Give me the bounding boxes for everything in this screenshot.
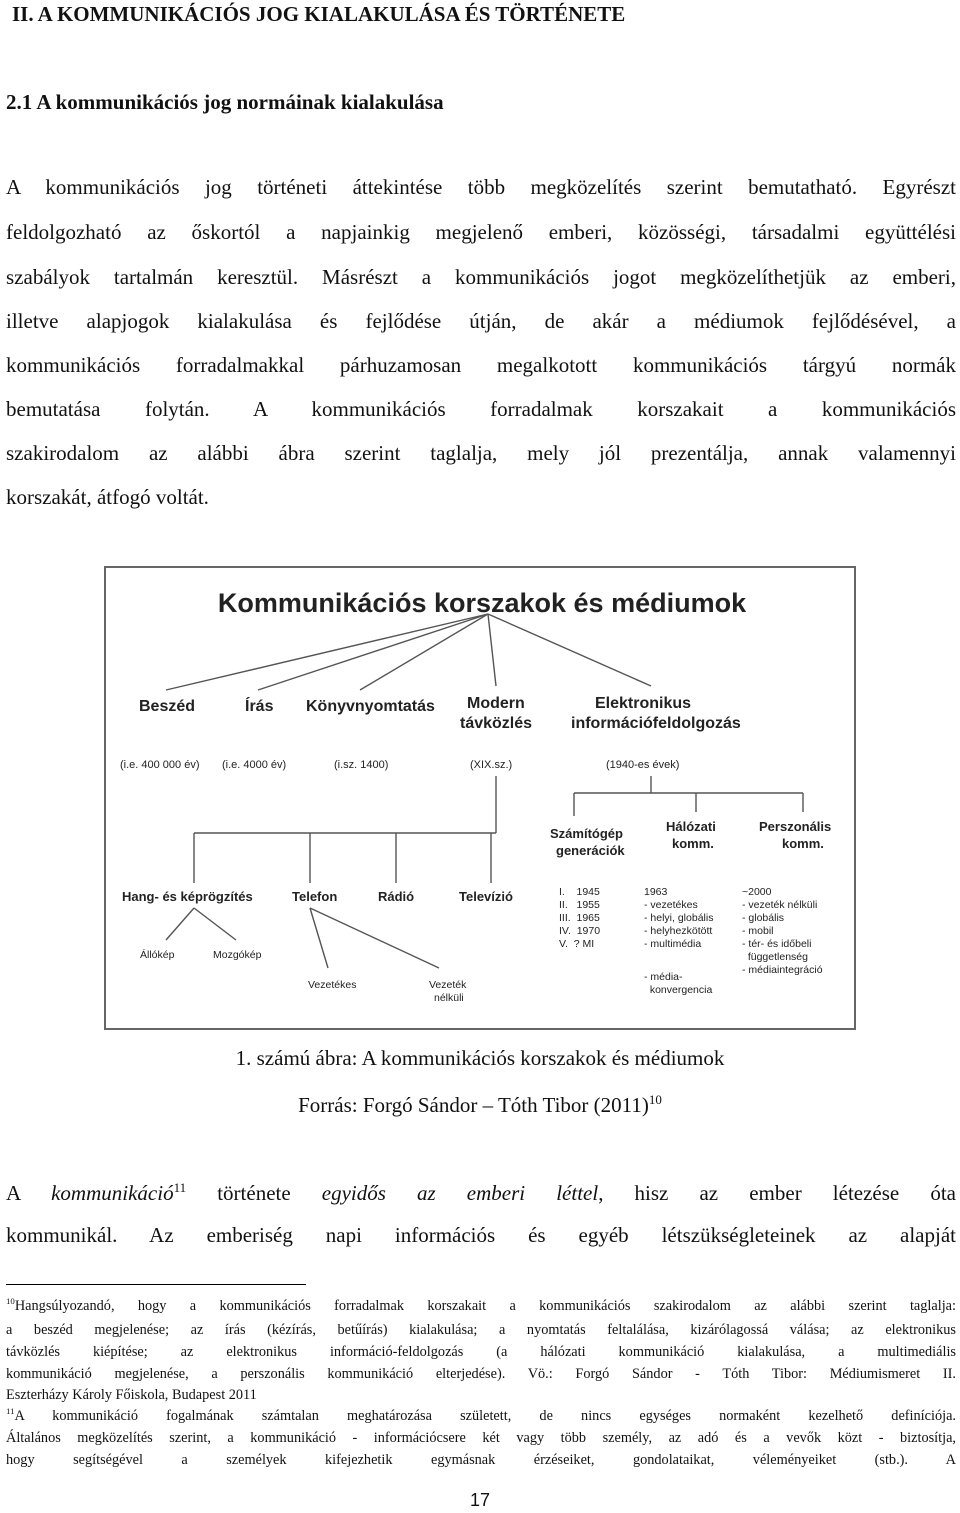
footnote-10-line bbox=[6, 1296, 956, 1316]
para2-italic: kommunikáció bbox=[51, 1181, 174, 1205]
list-item: 1963 bbox=[644, 886, 668, 898]
computing-header-3-line2: komm. bbox=[782, 836, 824, 851]
computing-header-2-line2: komm. bbox=[672, 836, 714, 851]
list-item: I. 1945 bbox=[559, 886, 600, 898]
paragraph-line: szabályok tartalmán keresztül. Másrészt a kommunikációs jogot megközelíthetjük az emberi, bbox=[6, 265, 956, 289]
era-date: (XIX.sz.) bbox=[470, 759, 513, 771]
communication-eras-diagram bbox=[104, 566, 856, 1030]
list-item: függetlenség bbox=[742, 951, 808, 963]
media-allokep: Állókép bbox=[140, 949, 175, 961]
media-radio: Rádió bbox=[378, 889, 415, 904]
paragraph-line: kommunikációs forradalmakkal párhuzamosan megalkotott kommunikációs tárgyú normák bbox=[6, 353, 956, 377]
media-mozgokep: Mozgókép bbox=[213, 949, 262, 961]
list-item: - mobil bbox=[742, 925, 774, 937]
footnote-10-line: távközlés kiépítése; az elektronikus információ-feldolgozás (a hálózati kommunikáció kialakulása, a multimediális bbox=[6, 1344, 956, 1360]
paragraph-line bbox=[6, 1178, 956, 1208]
footnote-11-line bbox=[6, 1406, 956, 1426]
paragraph-line: feldolgozható az őskortól a napjainkig megjelenő emberi, közösségi, társadalmi együttélési bbox=[6, 220, 956, 244]
media-vezetek-line1: Vezeték bbox=[429, 979, 467, 991]
para2-italic: egyidős az emberi léttel bbox=[321, 1181, 599, 1205]
era-elektronikus-line2: információfeldolgozás bbox=[571, 715, 741, 732]
para2-text: A bbox=[6, 1181, 52, 1205]
era-date: (1940-es évek) bbox=[606, 759, 680, 771]
figure-source bbox=[0, 1093, 960, 1118]
paragraph-line: bemutatása folytán. A kommunikációs forradalmak korszakait a kommunikációs bbox=[6, 397, 956, 421]
footnote-text: A kommunikáció fogalmának számtalan meghatározása született, de nincs egységes normaként kezelhető definíciója. bbox=[14, 1408, 956, 1424]
section-heading: 2.1 A kommunikációs jog normáinak kialakulása bbox=[6, 90, 444, 114]
footnote-11-line: hogy segítségével a személyek kifejezhetik egymásnak érzéseiket, gondolataikat, véleményeiket (stb.). A bbox=[6, 1452, 956, 1468]
figure-source-text: Forrás: Forgó Sándor – Tóth Tibor (2011) bbox=[298, 1093, 649, 1117]
computing-header-1-line2: generációk bbox=[556, 843, 625, 858]
era-modern-line2: távközlés bbox=[460, 715, 533, 732]
footnote-ref: 10 bbox=[648, 1092, 662, 1107]
paragraph-line: kommunikál. Az emberiség napi információs és egyéb létszükségleteinek az alapját bbox=[6, 1223, 956, 1247]
footnote-text: Hangsúlyozandó, hogy a kommunikációs forradalmak korszakait a kommunikációs szakirodalom az alábbi szerint taglalja: bbox=[14, 1298, 956, 1314]
computing-list-3 bbox=[742, 886, 823, 976]
paragraph-line: illetve alapjogok kialakulása és fejlődése útján, de akár a médiumok fejlődésével, a bbox=[6, 309, 956, 333]
era-iras: Írás bbox=[245, 698, 274, 715]
era-elektronikus-line1: Elektronikus bbox=[595, 695, 692, 712]
media-vezetekes: Vezetékes bbox=[308, 979, 357, 991]
footnote-ref: 11 bbox=[173, 1180, 187, 1195]
era-date: (i.sz. 1400) bbox=[334, 759, 389, 771]
media-televizio: Televízió bbox=[459, 889, 513, 904]
footnote-separator bbox=[6, 1284, 306, 1285]
paragraph-line: korszakát, átfogó voltát. bbox=[6, 485, 209, 509]
media-telefon: Telefon bbox=[292, 889, 338, 904]
list-item: ~2000 bbox=[742, 886, 772, 898]
paragraph-line: A kommunikációs jog történeti áttekintése több megközelítés szerint bemutatható. Egyrészt bbox=[6, 175, 956, 199]
list-item: konvergencia bbox=[644, 984, 713, 996]
computing-list-1 bbox=[559, 886, 600, 950]
list-item: - helyhezkötött bbox=[644, 925, 713, 937]
media-vezetek-line2: nélküli bbox=[434, 992, 464, 1004]
list-item: - vezeték nélküli bbox=[742, 899, 818, 911]
list-item: V. ? MI bbox=[559, 938, 595, 950]
paragraph-line: szakirodalom az alábbi ábra szerint taglalja, mely jól prezentálja, annak valamennyi bbox=[6, 441, 956, 465]
list-item: IV. 1970 bbox=[559, 925, 601, 937]
list-item: - globális bbox=[742, 912, 785, 924]
list-item: - vezetékes bbox=[644, 899, 698, 911]
computing-list-2 bbox=[644, 886, 713, 996]
chapter-heading: II. A KOMMUNIKÁCIÓS JOG KIALAKULÁSA ÉS TÖRTÉNETE bbox=[12, 2, 626, 26]
era-modern-line1: Modern bbox=[467, 695, 525, 712]
page-number: 17 bbox=[469, 1490, 491, 1510]
figure-title: Kommunikációs korszakok és médiumok bbox=[217, 588, 747, 618]
computing-header-1-line1: Számítógép bbox=[550, 826, 623, 841]
diagram-svg bbox=[106, 568, 854, 1028]
list-item: - helyi, globális bbox=[644, 912, 714, 924]
era-date: (i.e. 4000 év) bbox=[222, 759, 287, 771]
computing-header-3-line1: Perszonális bbox=[759, 819, 832, 834]
footnote-number: 11 bbox=[6, 1406, 15, 1417]
figure-caption: 1. számú ábra: A kommunikációs korszakok és médiumok bbox=[235, 1046, 725, 1070]
footnote-10-line: a beszéd megjelenése; az írás (kézírás, betűírás) kialakulása; a nyomtatás feltalálása, kizárólagossá válása; az elektronikus bbox=[6, 1322, 956, 1338]
list-item: - média- bbox=[644, 971, 683, 983]
footnote-10-line: kommunikáció megjelenése, a perszonális kommunikáció elterjedése). Vö.: Forgó Sándor - Tóth Tibor: Médiumismeret II. bbox=[6, 1366, 956, 1382]
footnote-11-line: Általános megközelítés szerint, a kommunikáció - információcsere két vagy több személy, az adó és a vevők közt - biztosítja, bbox=[6, 1430, 956, 1446]
media-hang: Hang- és képrögzítés bbox=[122, 889, 253, 904]
era-date: (i.e. 400 000 év) bbox=[120, 759, 200, 771]
footnote-number: 10 bbox=[6, 1296, 15, 1307]
para2-text: története bbox=[186, 1181, 322, 1205]
computing-header-2-line1: Hálózati bbox=[666, 819, 716, 834]
list-item: - multimédia bbox=[644, 938, 702, 950]
era-konyvnyomtatas: Könyvnyomtatás bbox=[306, 698, 435, 715]
list-item: - médiaintegráció bbox=[742, 964, 823, 976]
footnote-10-line: Eszterházy Károly Főiskola, Budapest 2011 bbox=[6, 1387, 257, 1403]
era-beszed: Beszéd bbox=[139, 698, 196, 715]
list-item: - tér- és időbeli bbox=[742, 938, 812, 950]
para2-text: , hisz az ember létezése óta bbox=[598, 1181, 956, 1205]
list-item: II. 1955 bbox=[559, 899, 600, 911]
list-item: III. 1965 bbox=[559, 912, 600, 924]
